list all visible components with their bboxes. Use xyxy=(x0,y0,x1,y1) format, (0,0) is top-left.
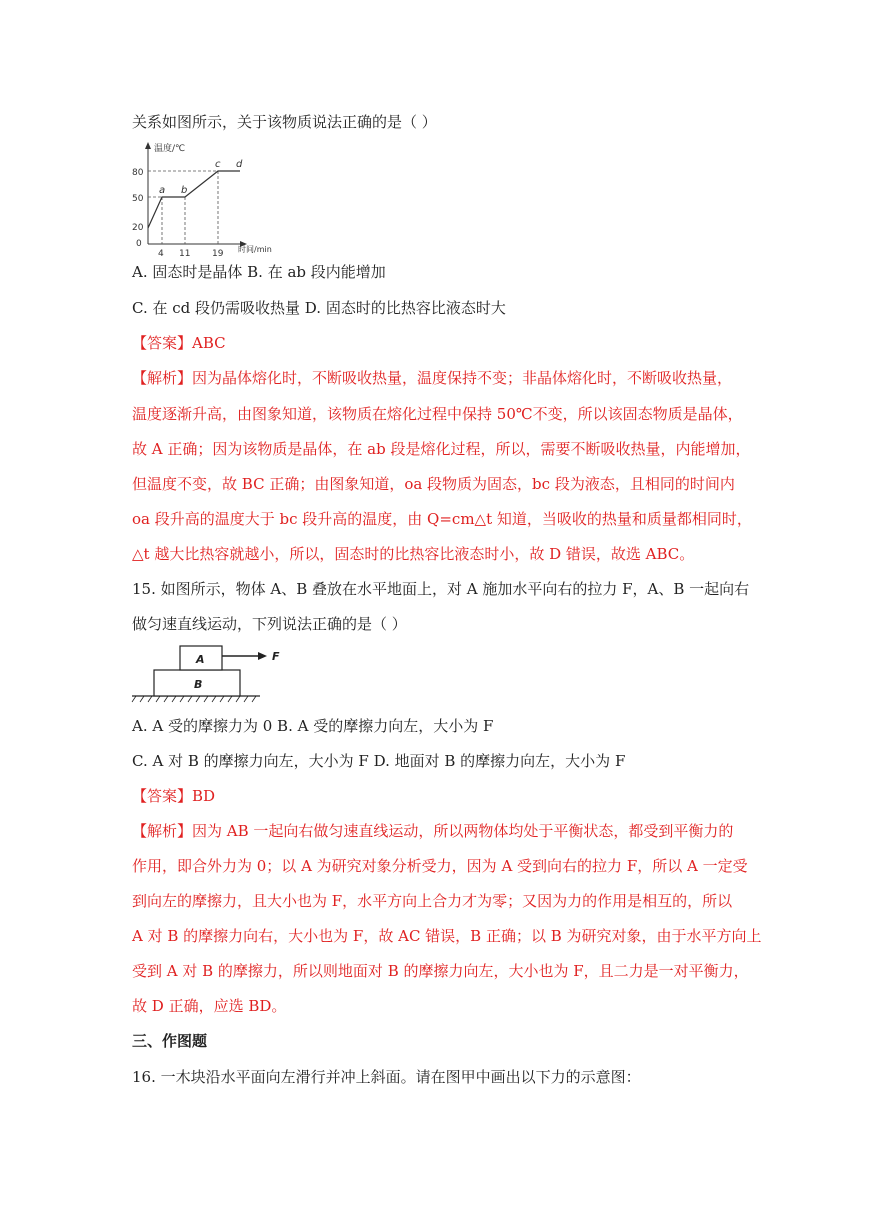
stacked-blocks-figure xyxy=(130,638,290,706)
q15-analysis-line-1 xyxy=(132,820,733,842)
q15-options-cd: C. A 对 B 的摩擦力向左，大小为 F D. 地面对 B 的摩擦力向左，大小为 F xyxy=(132,752,626,770)
temperature-time-graph xyxy=(130,140,280,258)
q15-stem-line-1: 15. 如图所示，物体 A、B 叠放在水平地面上，对 A 施加水平向右的拉力 F，A、B 一起向右 xyxy=(132,580,750,598)
q15-analysis-line-3: 到向左的摩擦力，且大小也为 F，水平方向上合力才为零；又因为力的作用是相互的，所以 xyxy=(132,892,733,910)
q15-analysis-line-6: 故 D 正确，应选 BD。 xyxy=(132,997,287,1015)
answer-value: BD xyxy=(192,787,216,805)
x-tick-11: 11 xyxy=(179,249,191,258)
point-c-label: c xyxy=(215,159,221,170)
section-heading: 三、作图题 xyxy=(132,1032,208,1050)
q14-answer xyxy=(132,332,226,354)
point-d-label: d xyxy=(236,159,243,170)
block-a-label: A xyxy=(196,653,205,666)
q14-analysis-line-5: oa 段升高的温度大于 bc 段升高的温度，由 Q=cm△t 知道，当吸收的热量和质量都相同时， xyxy=(132,510,752,528)
q14-analysis-line-1 xyxy=(132,367,732,389)
q15-options-ab: A. A 受的摩擦力为 0 B. A 受的摩擦力向左，大小为 F xyxy=(132,717,494,735)
x-tick-19: 19 xyxy=(212,249,224,258)
q14-analysis-line-3: 故 A 正确；因为该物质是晶体，在 ab 段是熔化过程，所以，需要不断吸收热量，内能增加， xyxy=(132,440,751,458)
q14-options-cd: C. 在 cd 段仍需吸收热量 D. 固态时的比热容比液态时大 xyxy=(132,299,506,317)
block-b-label: B xyxy=(194,678,203,691)
analysis-text: 因为晶体熔化时，不断吸收热量，温度保持不变；非晶体熔化时，不断吸收热量， xyxy=(192,369,733,387)
y-tick-20: 20 xyxy=(132,223,144,233)
y-tick-80: 80 xyxy=(132,168,144,178)
y-axis-label: 温度/℃ xyxy=(154,144,186,154)
q14-analysis-line-6: △t 越大比热容就越小，所以，固态时的比热容比液态时小，故 D 错误，故选 ABC。 xyxy=(132,545,695,563)
x-tick-4: 4 xyxy=(158,249,164,258)
q15-answer xyxy=(132,785,215,807)
q16-stem: 16. 一木块沿水平面向左滑行并冲上斜面。请在图甲中画出以下力的示意图： xyxy=(132,1068,641,1086)
x-axis-label: 时间/min xyxy=(238,245,272,254)
point-b-label: b xyxy=(181,185,188,196)
point-a-label: a xyxy=(159,185,166,196)
q15-analysis-line-4: A 对 B 的摩擦力向右，大小也为 F，故 AC 错误，B 正确；以 B 为研究对象，由于水平方向上 xyxy=(132,927,762,945)
q14-analysis-line-2: 温度逐渐升高，由图象知道，该物质在熔化过程中保持 50℃不变，所以该固态物质是晶体， xyxy=(132,405,743,423)
analysis-tag: 【解析】 xyxy=(132,369,193,387)
q15-stem-line-2: 做匀速直线运动，下列说法正确的是（ ） xyxy=(132,615,407,633)
q14-options-ab: A. 固态时是晶体 B. 在 ab 段内能增加 xyxy=(132,263,386,281)
q14-analysis-line-4: 但温度不变，故 BC 正确；由图象知道，oa 段物质为固态，bc 段为液态，且相同的时间内 xyxy=(132,475,735,493)
y-tick-0: 0 xyxy=(136,239,142,249)
y-tick-50: 50 xyxy=(132,194,144,204)
answer-tag: 【答案】 xyxy=(132,787,193,805)
q15-analysis-line-5: 受到 A 对 B 的摩擦力，所以则地面对 B 的摩擦力向左，大小也为 F，且二力是一对平衡力， xyxy=(132,962,749,980)
q15-analysis-line-2: 作用，即合外力为 0；以 A 为研究对象分析受力，因为 A 受到向右的拉力 F，所以 A 一定受 xyxy=(132,857,748,875)
analysis-text: 因为 AB 一起向右做匀速直线运动，所以两物体均处于平衡状态，都受到平衡力的 xyxy=(192,822,734,840)
analysis-tag: 【解析】 xyxy=(132,822,193,840)
q14-stem: 关系如图所示，关于该物质说法正确的是（ ） xyxy=(132,113,437,131)
answer-value: ABC xyxy=(192,334,226,352)
force-label: F xyxy=(272,650,280,663)
answer-tag: 【答案】 xyxy=(132,334,193,352)
